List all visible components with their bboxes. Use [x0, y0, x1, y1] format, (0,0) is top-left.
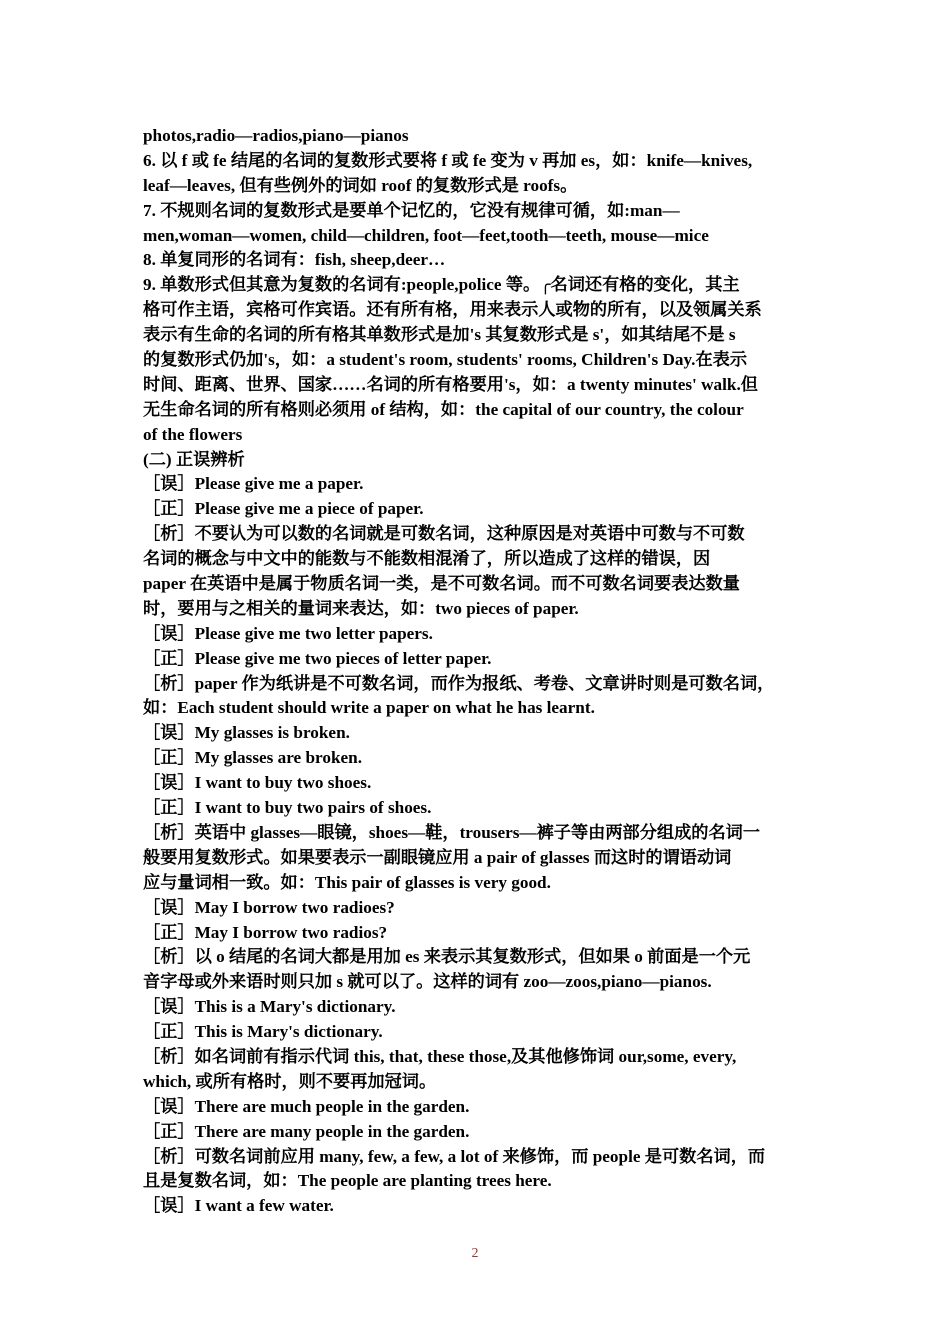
text-line — [143, 373, 811, 398]
line-text: My glasses are broken. — [194, 748, 362, 768]
line-text: I want a few water. — [194, 1196, 334, 1216]
line-text: leaf—leaves, 但有些例外的词如 roof 的复数形式是 roofs。 — [143, 175, 578, 195]
line-text: 以 f 或 fe 结尾的名词的复数形式要将 f 或 fe 变为 v 再加 es，如：knife—knives, — [160, 150, 753, 170]
text-line — [143, 696, 811, 721]
text-line — [143, 149, 811, 174]
line-text: 不规则名词的复数形式是要单个记忆的，它没有规律可循，如:man— — [160, 200, 680, 220]
line-prefix: ［误］ — [143, 723, 195, 743]
line-prefix: (二) — [143, 449, 176, 469]
text-line — [143, 721, 811, 746]
line-text: 单复同形的名词有：fish, sheep,deer… — [160, 250, 446, 270]
line-text: paper 作为纸讲是不可数名词，而作为报纸、考卷、文章讲时则是可数名词， — [194, 673, 775, 693]
line-text: 应与量词相一致。如：This pair of glasses is very good. — [143, 872, 551, 892]
line-text: My glasses is broken. — [194, 723, 350, 743]
text-line — [143, 796, 811, 821]
text-line — [143, 771, 811, 796]
line-text: 格可作主语，宾格可作宾语。还有所有格，用来表示人或物的所有，以及领属关系 — [143, 300, 762, 320]
text-line — [143, 995, 811, 1020]
line-text: 以 o 结尾的名词大都是用加 es 来表示其复数形式，但如果 o 前面是一个元 — [194, 947, 751, 967]
line-prefix: ［析］ — [143, 1146, 195, 1166]
line-prefix: ［误］ — [143, 1096, 195, 1116]
line-text: There are many people in the garden. — [194, 1121, 470, 1141]
line-text: Please give me two letter papers. — [194, 623, 433, 643]
line-prefix: ［误］ — [143, 773, 195, 793]
text-line — [143, 398, 811, 423]
text-line — [143, 423, 811, 448]
line-prefix: ［误］ — [143, 474, 195, 494]
line-prefix: ［析］ — [143, 524, 195, 544]
line-text: photos,radio—radios,piano—pianos — [143, 126, 409, 145]
line-text: 般要用复数形式。如果要表示一副眼镜应用 a pair of glasses 而这时的谓语动词 — [143, 847, 732, 867]
text-line — [143, 597, 811, 622]
page-number: 2 — [471, 1246, 479, 1261]
line-text: 的复数形式仍加's，如：a student's room, students' rooms, Children's Day.在表示 — [143, 350, 748, 370]
line-text: 表示有生命的名词的所有格其单数形式是加's 其复数形式是 s'，如其结尾不是 s — [143, 325, 736, 345]
line-text: This is a Mary's dictionary. — [194, 997, 396, 1017]
text-line — [143, 1194, 811, 1219]
line-prefix: 6. — [143, 150, 161, 170]
line-text: I want to buy two shoes. — [194, 773, 372, 793]
text-line — [143, 1095, 811, 1120]
line-text: May I borrow two radios? — [194, 922, 388, 942]
text-line — [143, 572, 811, 597]
line-text: 名词的概念与中文中的能数与不能数相混淆了，所以造成了这样的错误，因 — [143, 549, 711, 569]
line-text: Please give me two pieces of letter paper. — [194, 648, 492, 668]
line-text: 时间、距离、世界、国家……名词的所有格要用's，如：a twenty minutes' walk.但 — [143, 374, 758, 394]
line-prefix: 9. — [143, 275, 161, 295]
line-text: 音字母或外来语时则只加 s 就可以了。这样的词有 zoo—zoos,piano—pianos. — [143, 972, 712, 992]
text-line — [143, 622, 811, 647]
text-line — [143, 921, 811, 946]
text-line — [143, 1045, 811, 1070]
text-line — [143, 522, 811, 547]
line-prefix: ［正］ — [143, 922, 195, 942]
line-text: which, 或所有格时，则不要再加冠词。 — [143, 1071, 437, 1091]
text-line — [143, 896, 811, 921]
line-prefix: ［正］ — [143, 798, 195, 818]
text-line — [143, 871, 811, 896]
text-line — [143, 472, 811, 497]
line-prefix: ［误］ — [143, 623, 195, 643]
line-prefix: ［析］ — [143, 822, 195, 842]
line-prefix: ［析］ — [143, 1046, 195, 1066]
line-text: This is Mary's dictionary. — [194, 1022, 383, 1042]
text-line — [143, 348, 811, 373]
line-text: 如名词前有指示代词 this, that, these those,及其他修饰词 our,some, every, — [194, 1046, 737, 1066]
line-prefix: ［误］ — [143, 997, 195, 1017]
line-text: men,woman—women, child—children, foot—feet,tooth—teeth, mouse—mice — [143, 225, 709, 245]
line-prefix: ［正］ — [143, 648, 195, 668]
text-line — [143, 199, 811, 224]
text-line — [143, 1120, 811, 1145]
document-body — [143, 124, 811, 1219]
text-line — [143, 1070, 811, 1095]
line-prefix: ［误］ — [143, 897, 195, 917]
line-text: May I borrow two radioes? — [194, 897, 395, 917]
line-text: 如：Each student should write a paper on what he has learnt. — [143, 698, 595, 718]
line-prefix: 8. — [143, 250, 161, 270]
text-line — [143, 448, 811, 473]
line-text: 英语中 glasses—眼镜，shoes—鞋，trousers—裤子等由两部分组成的名词一 — [194, 822, 761, 842]
text-line — [143, 323, 811, 348]
line-text: I want to buy two pairs of shoes. — [194, 798, 432, 818]
line-prefix: 7. — [143, 200, 161, 220]
line-text: There are much people in the garden. — [194, 1096, 470, 1116]
text-line — [143, 1145, 811, 1170]
line-text: 正误辨析 — [175, 449, 245, 469]
line-text: Please give me a paper. — [194, 474, 364, 494]
text-line — [143, 248, 811, 273]
line-prefix: ［正］ — [143, 1022, 195, 1042]
line-prefix: ［正］ — [143, 1121, 195, 1141]
line-text: 可数名词前应用 many, few, a few, a lot of 来修饰，而 people 是可数名词，而 — [194, 1146, 766, 1166]
text-line — [143, 298, 811, 323]
text-line — [143, 174, 811, 199]
line-prefix: ［误］ — [143, 1196, 195, 1216]
text-line — [143, 497, 811, 522]
text-line — [143, 672, 811, 697]
text-line — [143, 1020, 811, 1045]
text-line — [143, 647, 811, 672]
text-line — [143, 273, 811, 298]
line-text: 无生命名词的所有格则必须用 of 结构，如：the capital of our country, the colour — [143, 399, 744, 419]
line-text: paper 在英语中是属于物质名词一类，是不可数名词。而不可数名词要表达数量 — [143, 574, 740, 594]
line-prefix: ［正］ — [143, 748, 195, 768]
text-line — [143, 821, 811, 846]
line-prefix: ［析］ — [143, 673, 195, 693]
text-line — [143, 846, 811, 871]
text-line — [143, 1169, 811, 1194]
text-line — [143, 224, 811, 249]
line-text: 时，要用与之相关的量词来表达，如：two pieces of paper. — [143, 598, 579, 618]
text-line — [143, 945, 811, 970]
line-text: 且是复数名词，如：The people are planting trees here. — [143, 1171, 552, 1191]
line-text: 单数形式但其意为复数的名词有:people,police 等。╭名词还有格的变化，其主 — [160, 275, 740, 295]
line-text: 不要认为可以数的名词就是可数名词，这种原因是对英语中可数与不可数 — [194, 524, 745, 544]
line-prefix: ［析］ — [143, 947, 195, 967]
text-line — [143, 970, 811, 995]
line-text: Please give me a piece of paper. — [194, 499, 424, 519]
line-text: of the flowers — [143, 424, 243, 444]
text-line — [143, 746, 811, 771]
line-prefix: ［正］ — [143, 499, 195, 519]
text-line — [143, 124, 811, 149]
text-line — [143, 547, 811, 572]
